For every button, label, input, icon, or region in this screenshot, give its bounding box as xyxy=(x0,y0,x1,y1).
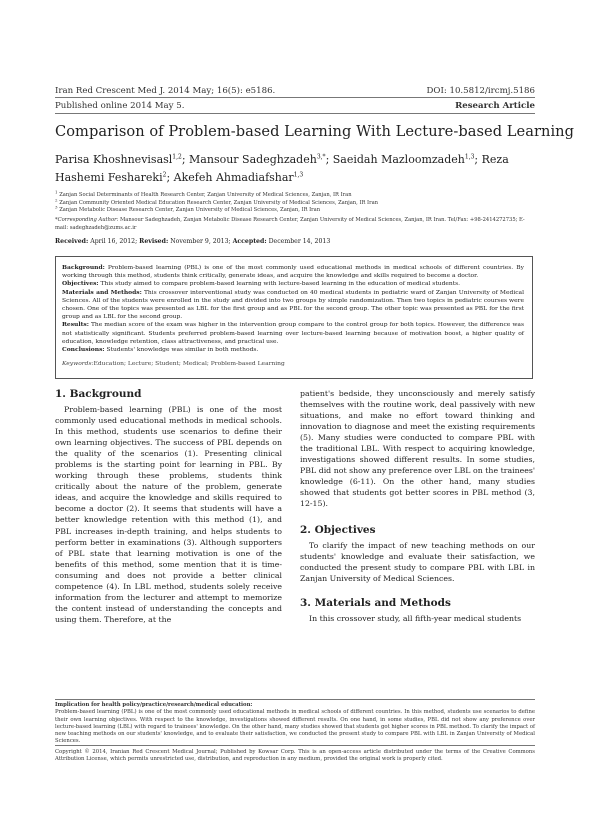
author-4[interactable]: Reza Hashemi Feshareki$^2$ xyxy=(55,153,509,184)
section-heading-methods: 3. Materials and Methods xyxy=(300,596,451,609)
abstract-conclusions: Conclusions: Students' knowledge was similar in both methods. xyxy=(62,346,259,354)
article-dates: Received: April 16, 2012; Revised: November 9, 2013; Accepted: December 14, 2013 xyxy=(55,238,331,245)
author-list: Parisa Khoshnevisasl$^{1,2}$; Mansour Sadeghzadeh$^{3,*}$; Saeidah Mazloomzadeh$^{1,3}$; Reza Hashemi Feshareki$^2$; Akefeh Ahmadiafshar$^{1,3}$ xyxy=(55,153,509,184)
affiliation-2: $^2$ Zanjan Community Oriented Medical Education Research Center, Zanjan University of Medical Sciences, Zanjan, IR Iran xyxy=(55,196,379,206)
abstract-box xyxy=(55,256,533,379)
author-3[interactable]: Saeidah Mazloomzadeh$^{1,3}$ xyxy=(332,153,475,166)
article-title: Comparison of Problem-based Learning With Lecture-based Learning xyxy=(55,123,574,140)
header-rule xyxy=(55,97,535,98)
author-1[interactable]: Parisa Khoshnevisasl$^{1,2}$ xyxy=(55,153,182,166)
paragraph-objectives: To clarify the impact of new teaching methods on our students' knowledge and evaluate their satisfaction, we conducted the present study to compare PBL with LBL in Zanjan University of Medical Sciences. xyxy=(300,540,535,583)
author-5[interactable]: Akefeh Ahmadiafshar$^{1,3}$ xyxy=(173,171,304,184)
abstract-objectives: Objectives: This study aimed to compare problem-based learning with lecture-based learning in the education of medical students. xyxy=(62,280,461,288)
paragraph-methods: In this crossover study, all fifth-year medical students xyxy=(309,613,522,623)
abstract-methods: Materials and Methods: This crossover interventional study was conducted on 40 medical students in pediatric ward of Zanjan University of Medical Sciences. All of the students were enrolled in the study and divided into two groups by simple randomization. Then two topics in pediatric courses were chosen. One of the topics was presented as LBL for the first group and as PBL for the second group. The other topic was presented as PBL for the first group and as LBL for the second group. xyxy=(62,288,524,321)
affiliations xyxy=(55,189,535,215)
abstract-results: Results: The median score of the exam was higher in the intervention group compare to the control group for both topics. However, the difference was not statistically significant. Students preferred problem-based learning over lecture-based learning because of motivation boost, a higher quality of education, knowledge retention, class attractiveness, and practical use. xyxy=(62,321,524,345)
section-heading-background: 1. Background xyxy=(55,388,142,400)
author-2[interactable]: Mansour Sadeghzadeh$^{3,*}$ xyxy=(189,153,326,166)
footer-rule-2 xyxy=(55,745,535,746)
copyright-notice: Copyright © 2014, Iranian Red Crescent Medical Journal; Published by Kowsar Corp. This is an open-access article distributed under the terms of the Creative Commons Attribution License, which permits unrestricted use, distribution, and reproduction in any medium, provided the original work is properly cited. xyxy=(55,749,535,763)
corresponding-author: *Corresponding Author: Mansour Sadeghzadeh, Zanjan Metabolic Disease Research Center, Zanjan University of Medical Sciences, Zanjan, IR Iran. Tel/Fax: +98-2414272735; E-mail: sadeghzadeh@zums.ac.ir xyxy=(55,217,525,231)
section-heading-objectives: 2. Objectives xyxy=(300,523,376,536)
affiliation-3: $^3$ Zanjan Metabolic Disease Research Center, Zanjan University of Medical Sciences, Zanjan, IR Iran xyxy=(55,204,321,214)
paragraph-background: Problem-based learning (PBL) is one of the most commonly used educational methods in medical schools. In this method, students use scenarios to define their own learning objectives. The success of PBL depends on the quality of the scenarios (1). Presenting clinical problems is the starting point for learning in PBL. By working through these problems, students think critically about the nature of the problem, generate ideas, and acquire the knowledge and skills required to become a doctor (2). It seems that students will have a better knowledge retention with this method (1), and PBL increases in-depth training, and helps students to perform better in examinations (3). Although supporters of PBL state that learning motivation is one of the benefits of this method, some mention that it is time-consuming and does not provide a better clinical competence (4). In LBL method, students solely receive information from the lecturer and attempt to memorize the content instead of understanding the concepts and using them. Therefore, at the xyxy=(55,405,282,624)
article-type: Research Article xyxy=(455,101,535,111)
abstract-keywords: Keywords:Education; Lecture; Student; Medical; Problem-based Learning xyxy=(62,360,285,368)
implication-box: Implication for health policy/practice/research/medical education: Problem-based learning (PBL) is one of the most commonly used educational methods in medical schools of different countries. In this method, students use scenarios to define their own learning objectives. With respect to the knowledge, investigations showed different results. On one hand, in some studies, PBL did not show any preference over lecture-based learning (LBL) with regard to trainees' knowledge. On the other hand, many studies showed that students got higher scores in PBL method. To clarify the impact of new teaching methods on our students' knowledge, and to evaluate their satisfaction, we conducted the present study to compare PBL with LBL in Zanjan University of Medical Sciences. xyxy=(55,702,535,745)
doi-link[interactable]: DOI: 10.5812/ircmj.5186 xyxy=(426,86,535,96)
published-date: Published online 2014 May 5. xyxy=(55,101,185,111)
body-column-left xyxy=(55,388,282,625)
abstract-background: Background: Problem-based learning (PBL) is one of the most commonly used educational methods in medical schools of different countries. By working through this method, students think critically, generate ideas, and acquire the knowledge and skills required to become a doctor. xyxy=(62,264,524,280)
affiliation-1: $^1$ Zanjan Social Determinants of Health Research Center, Zanjan University of Medical Sciences, Zanjan, IR Iran xyxy=(55,189,352,198)
header-rule-bottom xyxy=(55,113,535,114)
journal-reference: Iran Red Crescent Med J. 2014 May; 16(5): e5186. xyxy=(55,86,276,96)
body-column-right xyxy=(300,388,535,624)
paragraph-background-cont: patient's bedside, they unconsciously and merely satisfy themselves with the routine work, deal passively with new situations, and make no effort toward thinking and innovation to diagnose and meet the existing requirements (5). Many studies were conducted to compare PBL with the traditional LBL. With respect to acquiring knowledge, investigations showed different results. In some studies, PBL did not show any preference over LBL on the trainees' knowledge (6-11). On the other hand, many studies showed that students got better scores in PBL method (3, 12-15). xyxy=(300,389,535,509)
footer-rule xyxy=(55,699,535,700)
